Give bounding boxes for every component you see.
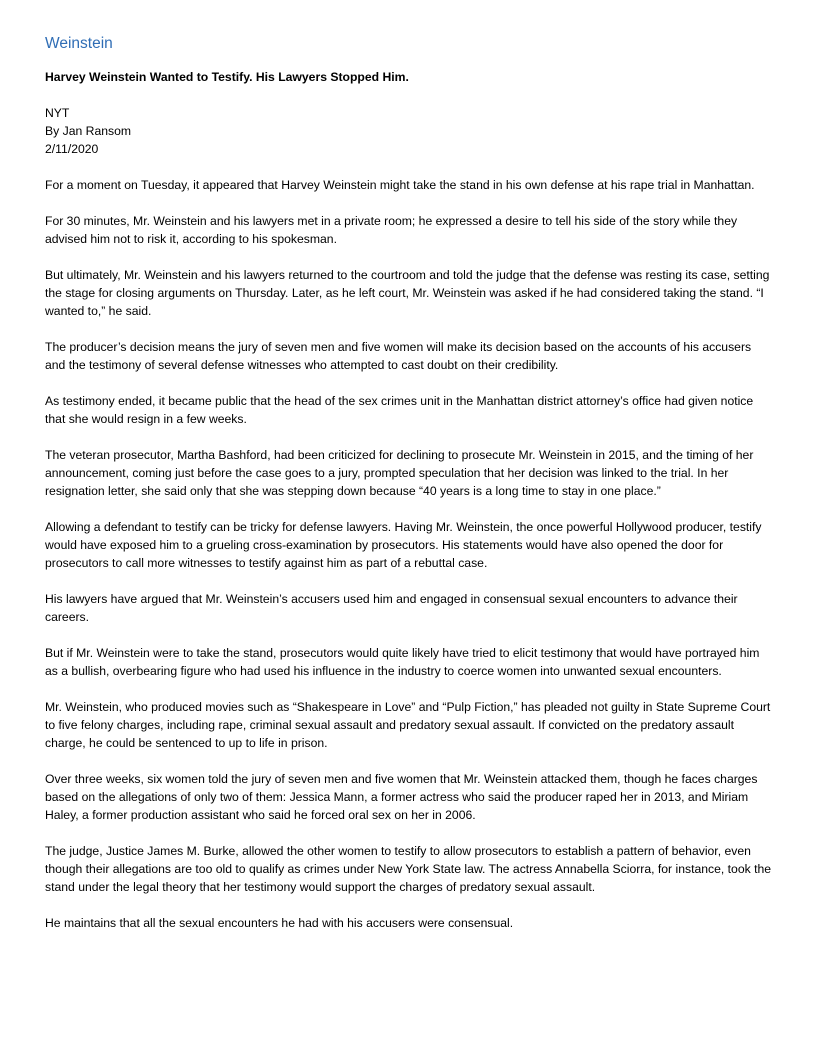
article-paragraph: Mr. Weinstein, who produced movies such as “Shakespeare in Love” and “Pulp Fiction,” has pleaded not guilty in State Supreme Court to five felony charges, including rape, criminal sexual assault and predatory sexual assault. If convicted on the predatory assault charge, he could be sentenced to up to life in prison. xyxy=(45,700,771,750)
article-paragraph: But ultimately, Mr. Weinstein and his lawyers returned to the courtroom and told the judge that the defense was resting its case, setting the stage for closing arguments on Thursday. Later, as he left court, Mr. Weinstein was asked if he had considered taking the stand. “I wanted to,” he said. xyxy=(45,268,770,318)
article-paragraph: For 30 minutes, Mr. Weinstein and his lawyers met in a private room; he expressed a desire to tell his side of the story while they advised him not to risk it, according to his spokesman. xyxy=(45,214,738,246)
article-paragraph: As testimony ended, it became public that the head of the sex crimes unit in the Manhattan district attorney’s office had given notice that she would resign in a few weeks. xyxy=(45,394,754,426)
article-date: 2/11/2020 xyxy=(45,142,99,156)
article-body xyxy=(45,176,772,932)
article-paragraph: His lawyers have argued that Mr. Weinstein’s accusers used him and engaged in consensual sexual encounters to advance their careers. xyxy=(45,592,738,624)
article-paragraph: The veteran prosecutor, Martha Bashford, had been criticized for declining to prosecute Mr. Weinstein in 2015, and the timing of her announcement, coming just before the case goes to a jury, prompted speculation that her decision was linked to the trial. In her resignation letter, she said only that she was stepping down because “40 years is a long time to stay in one place.” xyxy=(45,448,754,498)
document-heading: Weinstein xyxy=(45,35,113,52)
article-paragraph: For a moment on Tuesday, it appeared that Harvey Weinstein might take the stand in his own defense at his rape trial in Manhattan. xyxy=(45,178,755,192)
document-page xyxy=(45,34,772,950)
article-paragraph: The judge, Justice James M. Burke, allowed the other women to testify to allow prosecutors to establish a pattern of behavior, even though their allegations are too old to qualify as crimes under New York State law. The actress Annabella Sciorra, for instance, took the stand under the legal theory that her testimony would support the charges of predatory sexual assault. xyxy=(45,844,772,894)
article-paragraph: But if Mr. Weinstein were to take the stand, prosecutors would quite likely have tried to elicit testimony that would have portrayed him as a bullish, overbearing figure who had used his influence in the industry to coerce women into unwanted sexual encounters. xyxy=(45,646,760,678)
article-paragraph: He maintains that all the sexual encounters he had with his accusers were consensual. xyxy=(45,916,514,930)
article-title: Harvey Weinstein Wanted to Testify. His Lawyers Stopped Him. xyxy=(45,70,409,84)
article-paragraph: Over three weeks, six women told the jury of seven men and five women that Mr. Weinstein attacked them, though he faces charges based on the allegations of only two of them: Jessica Mann, a former actress who said the producer raped her in 2013, and Miriam Haley, a former production assistant who said he forced oral sex on her in 2006. xyxy=(45,772,758,822)
article-meta xyxy=(45,104,772,158)
article-paragraph: Allowing a defendant to testify can be tricky for defense lawyers. Having Mr. Weinstein, the once powerful Hollywood producer, testify would have exposed him to a grueling cross-examination by prosecutors. His statements would have also opened the door for prosecutors to call more witnesses to testify against him as part of a rebuttal case. xyxy=(45,520,762,570)
article-byline: By Jan Ransom xyxy=(45,124,132,138)
article-paragraph: The producer’s decision means the jury of seven men and five women will make its decision based on the accounts of his accusers and the testimony of several defense witnesses who attempted to cast doubt on their credibility. xyxy=(45,340,752,372)
article-source: NYT xyxy=(45,106,70,120)
